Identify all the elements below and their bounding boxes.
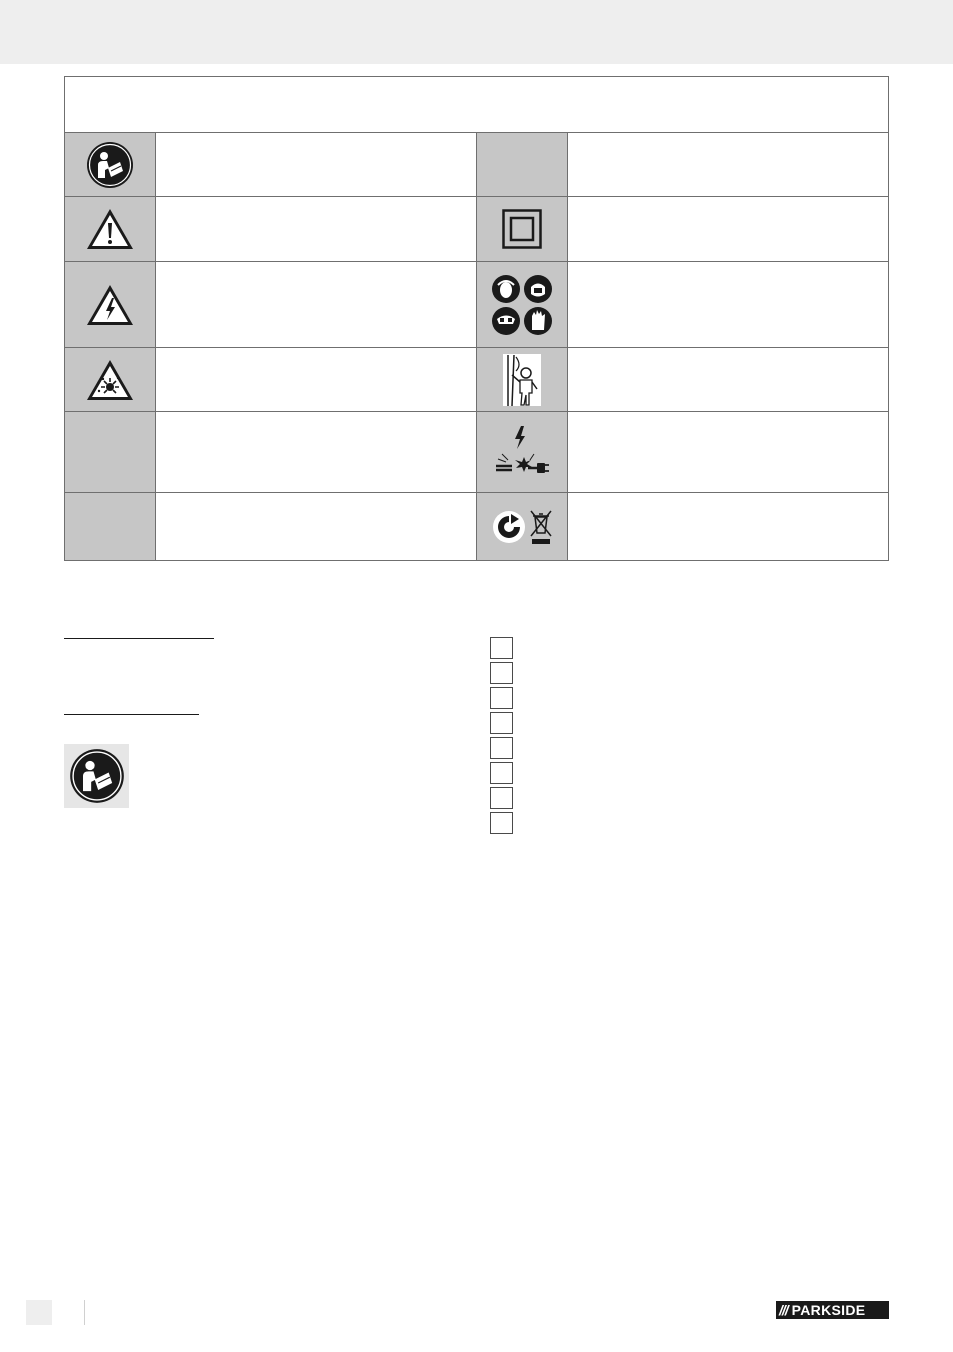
- part-number-box: [490, 812, 513, 834]
- column-divider: [567, 132, 568, 560]
- part-number-box: [490, 637, 513, 659]
- part-number-box: [490, 662, 513, 684]
- part-number-box: [490, 737, 513, 759]
- damaged-cable-hazard-icon: [494, 424, 550, 480]
- personal-protective-equipment-icon: [491, 274, 553, 336]
- symbol-cell-warning: [65, 197, 155, 261]
- electric-shock-warning-icon: [85, 283, 135, 327]
- symbol-cell-protective-equipment: [477, 262, 567, 347]
- keep-children-away-icon: [502, 353, 542, 407]
- symbol-cell-damaged-cable: [477, 412, 567, 492]
- footer-divider: [84, 1300, 85, 1325]
- logo-slashes: ///: [779, 1302, 788, 1318]
- part-number-box: [490, 712, 513, 734]
- symbols-table: [64, 76, 889, 561]
- protection-class-ii-icon: [502, 209, 542, 249]
- symbol-cell-disposal: [477, 493, 567, 560]
- explosion-warning-icon: [85, 358, 135, 402]
- column-divider: [155, 132, 156, 560]
- symbol-cell-explosion: [65, 348, 155, 411]
- symbol-cell-electric-shock: [65, 262, 155, 347]
- warning-triangle-icon: [85, 207, 135, 251]
- parkside-logo: [776, 1301, 889, 1319]
- symbol-cell-empty: [477, 133, 567, 196]
- symbol-cell-empty: [65, 493, 155, 560]
- page-number-box: [26, 1300, 52, 1325]
- symbol-cell-protection-class: [477, 197, 567, 261]
- part-number-box: [490, 687, 513, 709]
- symbol-cell-keep-children-away: [477, 348, 567, 411]
- crossed-out-bin-icon: [530, 509, 552, 545]
- part-number-box: [490, 762, 513, 784]
- read-manual-notice: [64, 744, 129, 808]
- section-heading-underline: [64, 638, 214, 639]
- recycling-dot-icon: [492, 510, 526, 544]
- section-heading-underline: [64, 714, 199, 715]
- header-band: [0, 0, 953, 64]
- part-number-box: [490, 787, 513, 809]
- symbol-cell-empty: [65, 412, 155, 492]
- read-manual-icon: [86, 141, 134, 189]
- read-manual-icon: [69, 748, 125, 804]
- logo-text: PARKSIDE: [791, 1302, 866, 1318]
- symbol-cell-read-manual: [65, 133, 155, 196]
